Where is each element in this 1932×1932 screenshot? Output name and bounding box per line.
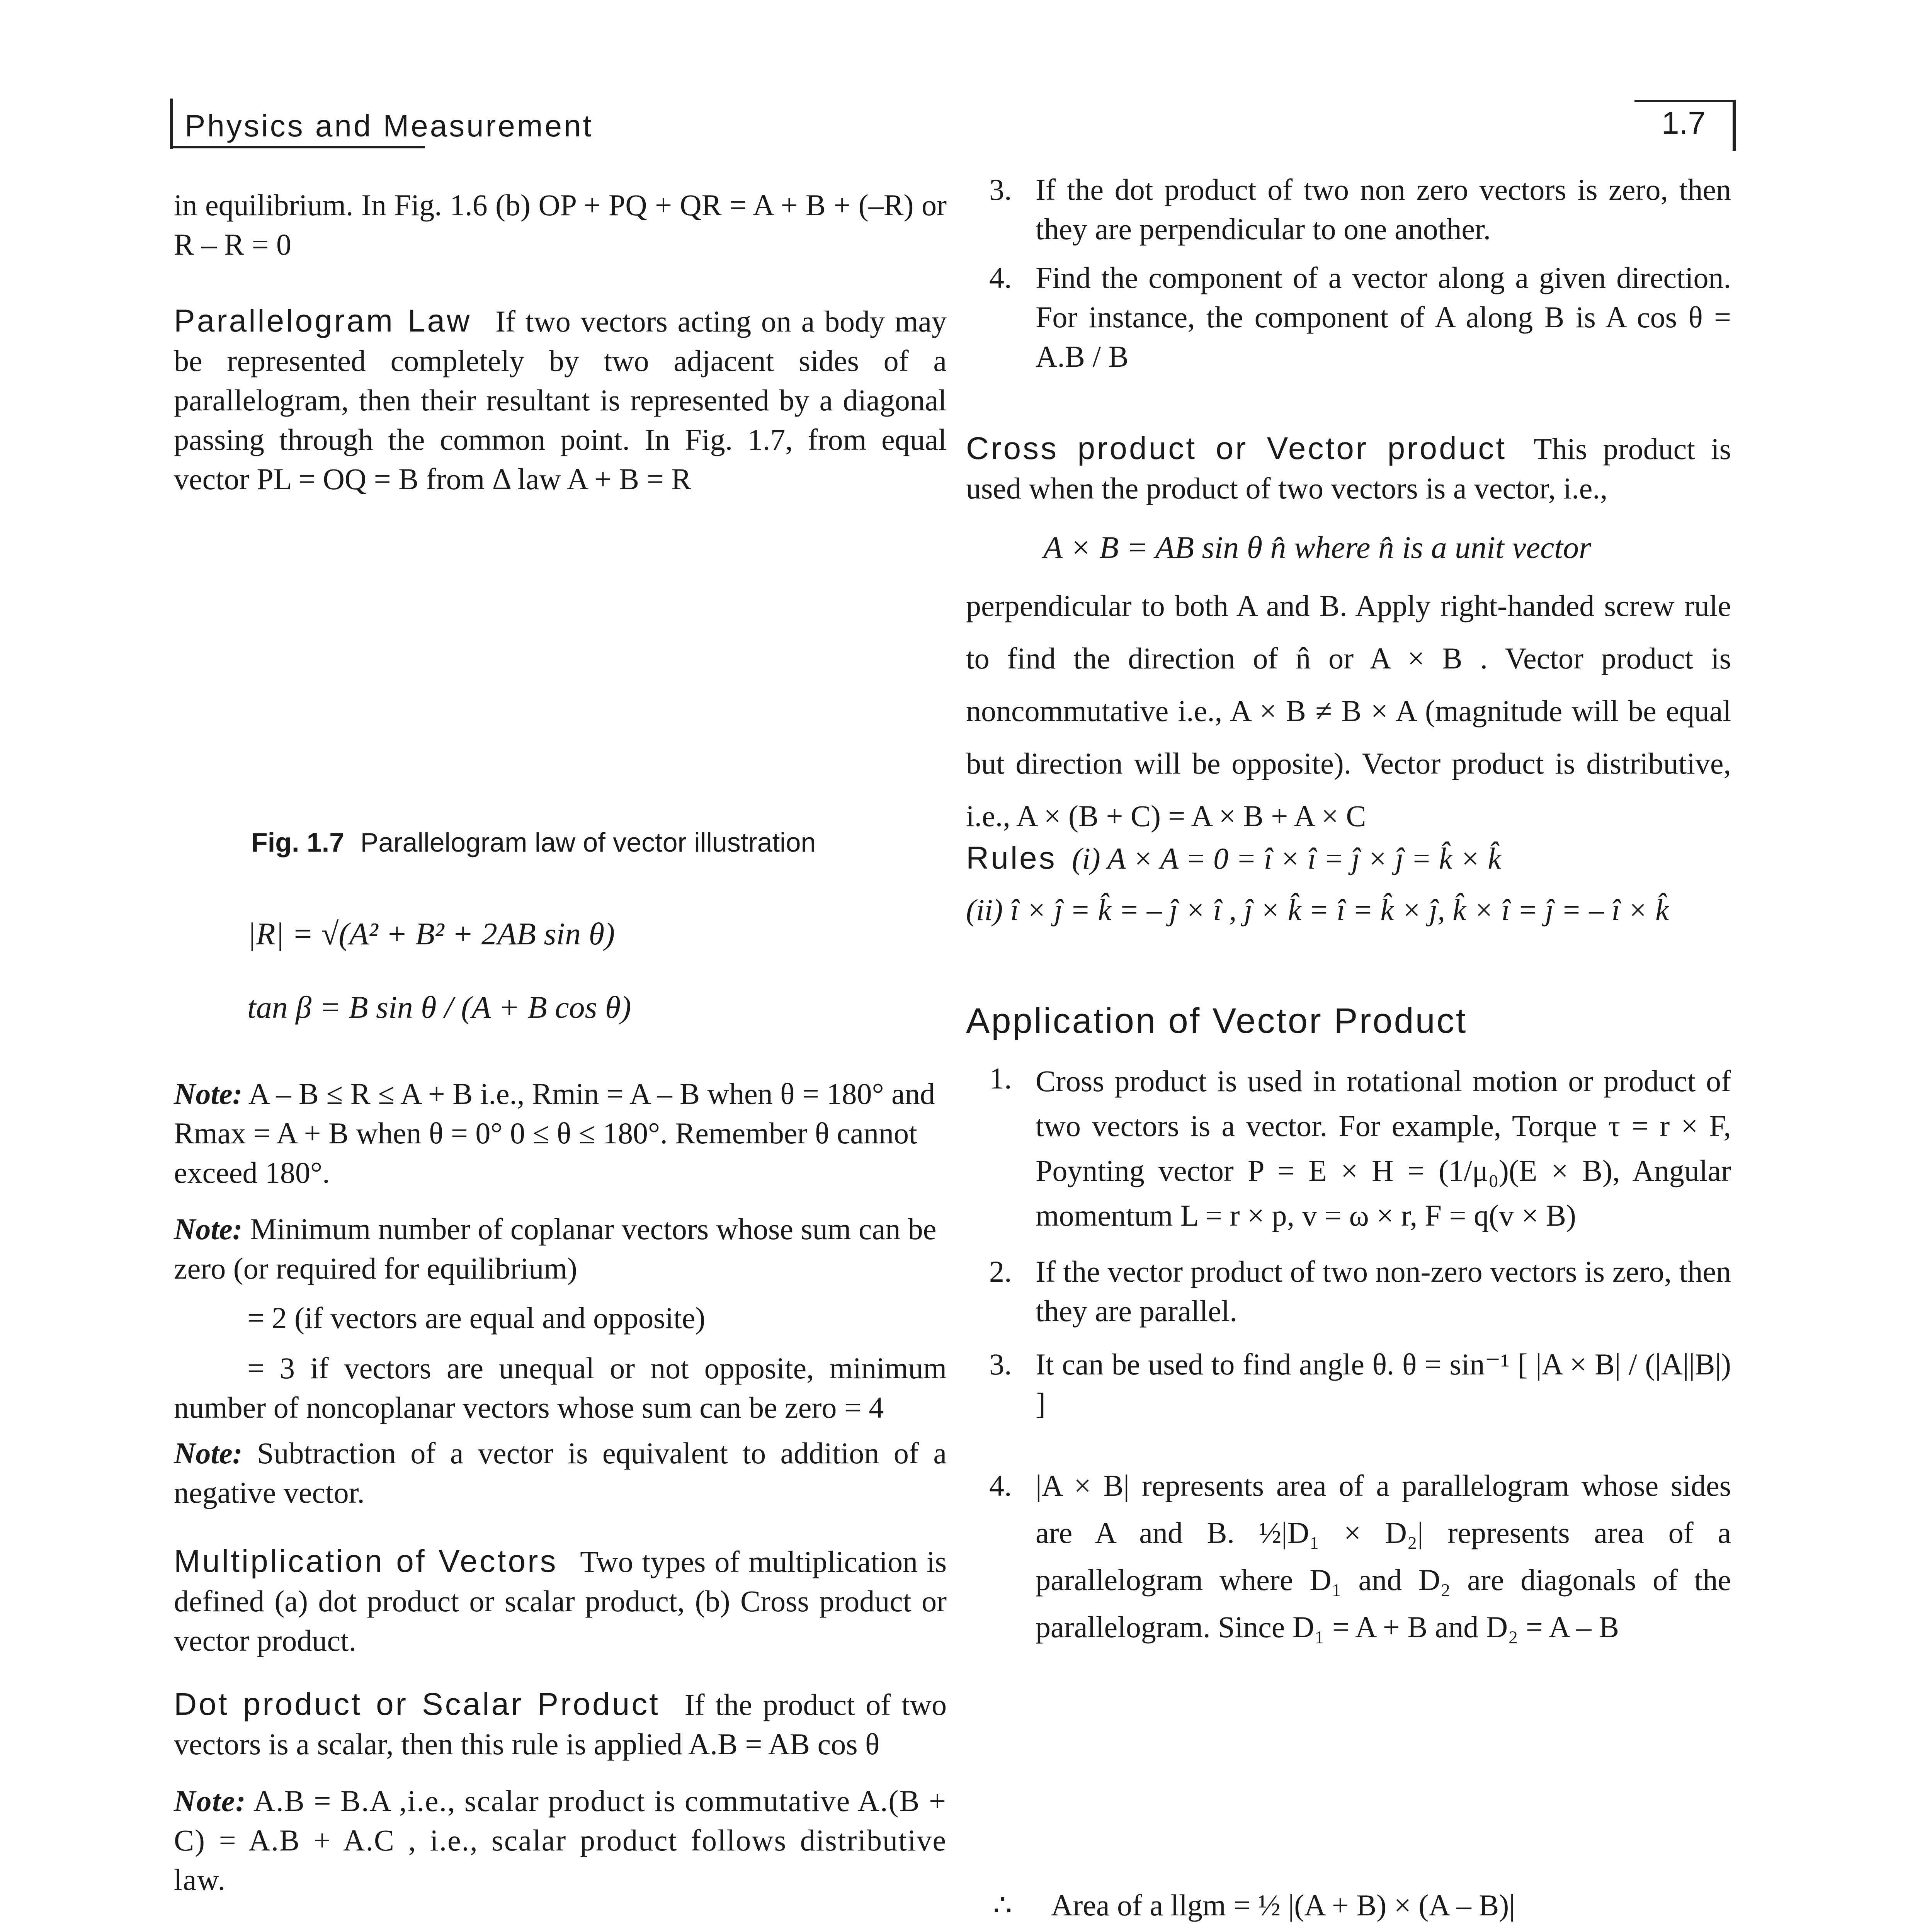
list-item: 3. If the dot product of two non zero vectors is zero, then they are perpendicular to one another. (989, 173, 1731, 246)
app-vec-item-1: Cross product is used in rotational motion or product of two vectors is a vector. For example, Torque τ = r × F, Poynting vector P = E × H = (1/μ₀)(E × B), Angular momentum L = r × p, v = ω × r, F = q(v × B) (1036, 1064, 1731, 1232)
cross-product-heading: Cross product or Vector product (966, 431, 1507, 466)
parallelogram-text: If two vectors acting on a body may be represented completely by two adjacent sides of a parallelogram, then their resultant is represented by a diagonal passing through the common point. In Fig. 1.7, from equal vector PL = OQ = B from Δ law A + B = R (174, 304, 947, 496)
note-2-text: Minimum number of coplanar vectors whose sum can be zero (or required for equilibrium) (174, 1212, 937, 1285)
right-item-4-text: Find the component of a vector along a given direction. For instance, the component of A along B is A cos θ = A.B / B (1036, 261, 1731, 373)
parallelogram-law-block (174, 301, 947, 499)
figure-1-7-caption (251, 827, 816, 858)
cross-product-equation: A × B = AB sin θ n̂ where n̂ is a unit vector (1043, 530, 1592, 565)
note-label: Note: (174, 1436, 243, 1470)
running-title: Physics and Measurement (185, 109, 594, 143)
app-vec-item-4: |A × B| represents area of a parallelogram whose sides are A and B. ½|D₁ × D₂| represents area of a parallelogram where D₁ and D₂ are diagonals of the parallelogram. Since D₁ = A + B and D₂ = A – B (1036, 1469, 1731, 1644)
application-vector-list (966, 1059, 1731, 1651)
multiplication-text: Two types of multiplication is defined (a) dot product or scalar product, (b) Cross product or vector product. (174, 1545, 947, 1657)
rules-label: Rules (966, 840, 1057, 876)
app-vec-item-2: If the vector product of two non-zero vectors is zero, then they are parallel. (1036, 1255, 1731, 1328)
note-resultant-range (174, 1074, 947, 1192)
equilibrium-text: in equilibrium. In Fig. 1.6 (b) OP + PQ + QR = A + B + (–R) or R – R = 0 (174, 188, 947, 261)
resultant-magnitude-equation: |R| = √(A² + B² + 2AB sin θ) (247, 916, 615, 951)
dot-product-text: If the product of two vectors is a scalar, then this rule is applied A.B = AB cos θ (174, 1688, 947, 1761)
header-right-rule (1733, 100, 1736, 151)
note-2-case-a: = 2 (if vectors are equal and opposite) (247, 1301, 706, 1335)
note-2-case-b-text: = 3 if vectors are unequal or not opposite, minimum number of noncoplanar vectors whose sum can be zero = 4 (174, 1351, 947, 1424)
dot-product-heading: Dot product or Scalar Product (174, 1687, 660, 1722)
cross-rules-line-1 (966, 838, 1501, 878)
app-vec-item-3: It can be used to find angle θ. θ = sin⁻¹ [ |A × B| / (|A||B|) ] (1036, 1347, 1731, 1420)
cross-product-text: This product is used when the product of two vectors is a vector, i.e., (966, 432, 1731, 505)
list-item: 2. If the vector product of two non-zero vectors is zero, then they are parallel. (989, 1255, 1731, 1328)
note-1-text: A – B ≤ R ≤ A + B i.e., Rmin = A – B when θ = 180° and Rmax = A + B when θ = 0° 0 ≤ θ ≤ 180°. Remember θ cannot exceed 180°. (174, 1077, 935, 1189)
area-equation: Area of a llgm = ½ |(A + B) × (A – B)| (1051, 1888, 1515, 1922)
page-number: 1.7 (1662, 105, 1706, 141)
note-label: Note: (174, 1077, 243, 1111)
therefore-symbol: ∴ (993, 1888, 1012, 1922)
paragraph-equilibrium (174, 185, 947, 264)
tan-beta-equation: tan β = B sin θ / (A + B cos θ) (247, 990, 631, 1025)
list-item: 1. Cross product is used in rotational motion or product of two vectors is a vector. For example, Torque τ = r × F, Poynting vector P = E × H = (1/μ₀)(E × B), Angular momentum L = r × p, v = ω × r, F = q(v × B) (989, 1061, 1731, 1232)
parallelogram-heading: Parallelogram Law (174, 303, 472, 338)
note-minimum-vectors (174, 1209, 947, 1288)
header-left-underline (170, 146, 425, 148)
figure-1-7-area (174, 518, 947, 811)
list-item: 4. Find the component of a vector along a given direction. For instance, the component of A along B is A cos θ = A.B / B (989, 261, 1731, 373)
cross-product-block (966, 429, 1731, 508)
note-subtraction (174, 1434, 947, 1512)
right-item-3-text: If the dot product of two non zero vectors is zero, then they are perpendicular to one another. (1036, 173, 1731, 246)
fig-1-7-label: Fig. 1.7 (251, 827, 345, 857)
dot-product-block (174, 1685, 947, 1764)
dot-application-continued (966, 170, 1731, 376)
note-label: Note: (174, 1212, 243, 1246)
cross-rule-1: (i) A × A = 0 = î × î = ĵ × ĵ = k̂ × k̂ (1072, 842, 1501, 875)
list-item: 3. It can be used to find angle θ. θ = sin⁻¹ [ |A × B| / (|A||B|) ] (989, 1347, 1731, 1420)
dot-product-note (174, 1781, 947, 1900)
dot-note-text: A.B = B.A ,i.e., scalar product is commutative A.(B + C) = A.B + A.C , i.e., scalar product follows distributive law. (174, 1784, 947, 1896)
header-right-overline (1634, 100, 1735, 102)
multiplication-heading: Multiplication of Vectors (174, 1544, 558, 1579)
note-3-text: Subtraction of a vector is equivalent to addition of a negative vector. (174, 1436, 947, 1509)
fig-1-7-caption-text: Parallelogram law of vector illustration (360, 827, 816, 857)
header-left-rule (170, 99, 173, 149)
cross-product-properties: perpendicular to both A and B. Apply right-handed screw rule to find the direction of n̂ or A × B . Vector product is noncommutative i.e., A × B ≠ B × A (magnitude will be equal but direction will be opposite). Vector product is distributive, i.e., A × (B + C) = A × B + A × C (966, 589, 1731, 833)
application-vector-heading: Application of Vector Product (966, 1001, 1468, 1041)
note-2-case-b (174, 1349, 947, 1427)
multiplication-block (174, 1542, 947, 1660)
list-item: 4. |A × B| represents area of a parallelogram whose sides are A and B. ½|D₁ × D₂| represents area of a parallelogram where D₁ and D₂ are diagonals of the parallelogram. Since D₁ = A + B and D₂ = A – B (989, 1469, 1731, 1644)
note-label: Note: (174, 1784, 247, 1818)
cross-rule-2: (ii) î × ĵ = k̂ = – ĵ × î , ĵ × k̂ = î = k̂ × ĵ, k̂ × î = ĵ = – î × k̂ (966, 893, 1669, 927)
